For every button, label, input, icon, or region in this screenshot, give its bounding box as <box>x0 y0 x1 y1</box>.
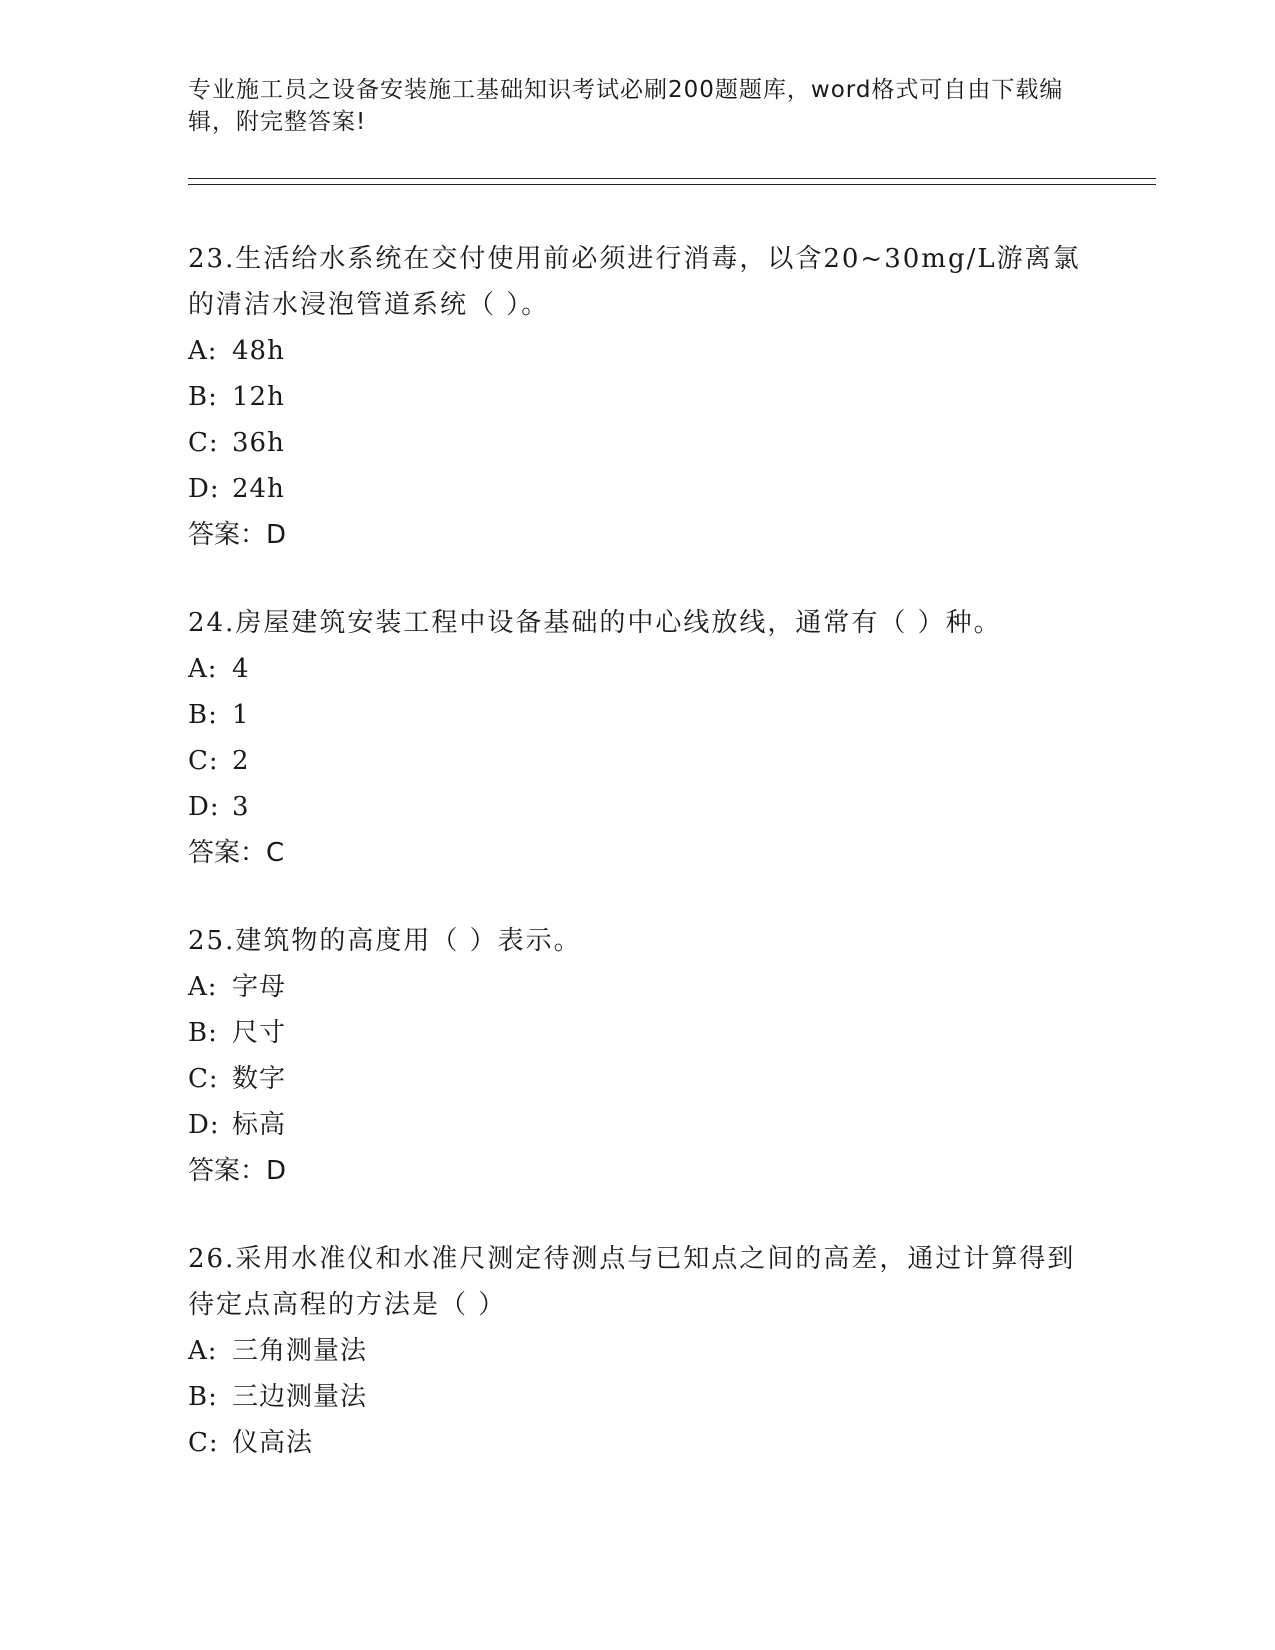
answer-line: 答案：D <box>188 520 287 550</box>
option-a <box>188 1328 1088 1374</box>
question-stem: 23.生活给水系统在交付使用前必须进行消毒，以含20~30mg/L游离氯的清洁水浸泡管道系统（ ）。 <box>188 244 1081 320</box>
option-text: 48h <box>232 336 285 366</box>
option-label: A: <box>188 972 218 1002</box>
option-text: 尺寸 <box>232 1018 287 1048</box>
option-label: C: <box>188 1064 219 1094</box>
document-header: 专业施工员之设备安装施工基础知识考试必刷200题题库，word格式可自由下载编辑，附完整答案! <box>188 77 1064 135</box>
option-text: 12h <box>232 382 285 412</box>
option-text: 36h <box>232 428 285 458</box>
option-label: A: <box>188 1336 218 1366</box>
option-text: 字母 <box>232 972 287 1002</box>
option-text: 1 <box>232 700 250 730</box>
option-text: 标高 <box>232 1110 287 1140</box>
question-24 <box>188 600 1088 876</box>
option-a <box>188 328 1088 374</box>
question-list <box>188 236 1088 1508</box>
option-d <box>188 1102 1088 1148</box>
answer-line: 答案：D <box>188 1156 287 1186</box>
option-label: A: <box>188 336 218 366</box>
option-b <box>188 374 1088 420</box>
option-text: 三角测量法 <box>232 1336 368 1366</box>
option-c <box>188 420 1088 466</box>
option-b <box>188 1374 1088 1420</box>
option-b <box>188 1010 1088 1056</box>
option-text: 2 <box>232 746 250 776</box>
option-label: D: <box>188 474 220 504</box>
option-text: 3 <box>232 792 250 822</box>
question-stem: 24.房屋建筑安装工程中设备基础的中心线放线，通常有（ ）种。 <box>188 608 1002 638</box>
option-c <box>188 1056 1088 1102</box>
option-label: D: <box>188 792 220 822</box>
question-26 <box>188 1236 1088 1466</box>
question-stem: 25.建筑物的高度用（ ）表示。 <box>188 926 582 956</box>
option-text: 4 <box>232 654 250 684</box>
option-label: D: <box>188 1110 220 1140</box>
option-label: A: <box>188 654 218 684</box>
option-label: B: <box>188 382 218 412</box>
option-c <box>188 1420 1088 1466</box>
option-d <box>188 466 1088 512</box>
option-label: B: <box>188 1018 218 1048</box>
option-label: B: <box>188 1382 218 1412</box>
question-stem: 26.采用水准仪和水准尺测定待测点与已知点之间的高差，通过计算得到待定点高程的方法是（ ） <box>188 1244 1076 1320</box>
option-label: C: <box>188 1428 219 1458</box>
option-text: 三边测量法 <box>232 1382 368 1412</box>
option-a <box>188 646 1088 692</box>
option-d <box>188 784 1088 830</box>
question-25 <box>188 918 1088 1194</box>
option-c <box>188 738 1088 784</box>
option-text: 仪高法 <box>232 1428 314 1458</box>
header-rule-top <box>188 178 1156 179</box>
option-text: 数字 <box>232 1064 287 1094</box>
option-a <box>188 964 1088 1010</box>
question-23 <box>188 236 1088 558</box>
answer-line: 答案：C <box>188 838 285 868</box>
option-label: C: <box>188 428 219 458</box>
option-label: C: <box>188 746 219 776</box>
option-b <box>188 692 1088 738</box>
option-text: 24h <box>232 474 285 504</box>
header-rule-bottom <box>188 184 1156 185</box>
option-label: B: <box>188 700 218 730</box>
